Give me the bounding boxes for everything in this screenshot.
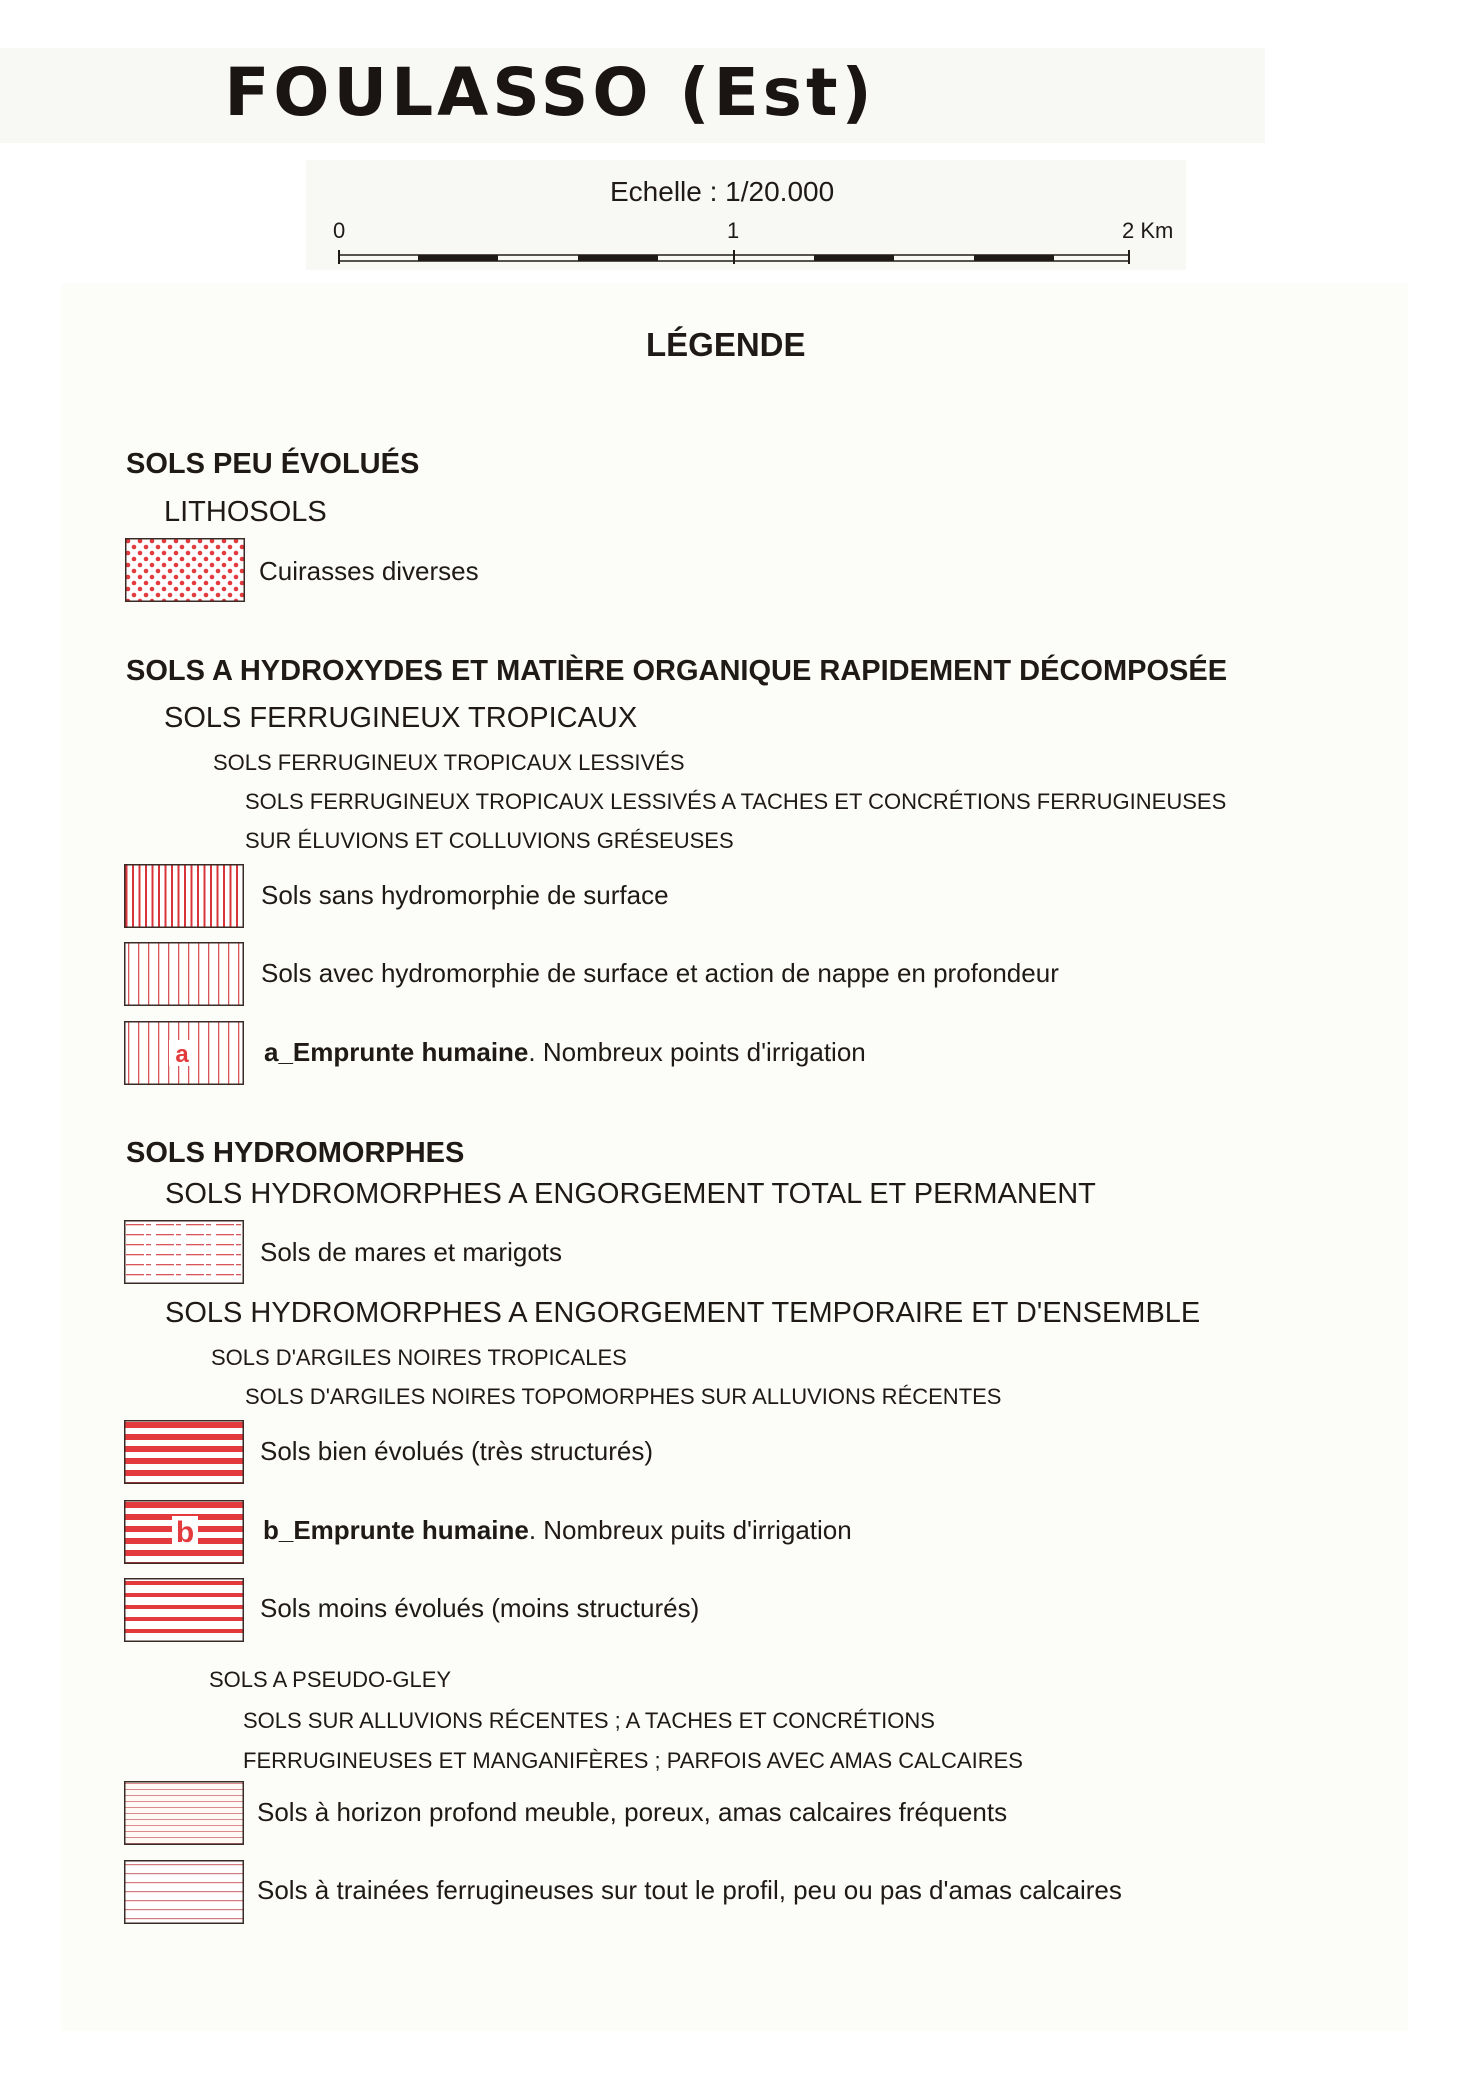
scale-bar	[338, 250, 1130, 264]
heading-taches-line2: SUR ÉLUVIONS ET COLLUVIONS GRÉSEUSES	[245, 828, 734, 853]
heading-ferrugineux: SOLS FERRUGINEUX TROPICAUX	[164, 702, 638, 734]
heading-engorgement-temporaire: SOLS HYDROMORPHES A ENGORGEMENT TEMPORAIRE ET D'ENSEMBLE	[165, 1297, 1201, 1329]
heading-argiles: SOLS D'ARGILES NOIRES TROPICALES	[211, 1345, 627, 1370]
swatch-cuirasses	[125, 538, 245, 602]
label-sans-hydromorphie: Sols sans hydromorphie de surface	[261, 880, 669, 910]
scale-tick-2: 2 Km	[1122, 218, 1174, 243]
heading-hydroxydes: SOLS A HYDROXYDES ET MATIÈRE ORGANIQUE RAPIDEMENT DÉCOMPOSÉE	[126, 655, 1228, 687]
label-mares: Sols de mares et marigots	[260, 1237, 563, 1267]
heading-sols-peu-evolues: SOLS PEU ÉVOLUÉS	[126, 448, 420, 480]
label-horizon-profond: Sols à horizon profond meuble, poreux, amas calcaires fréquents	[257, 1797, 1008, 1827]
swatch-bien-evolues	[124, 1420, 244, 1484]
label-emprunte-b-bold: b_Emprunte humaine	[263, 1515, 529, 1545]
heading-pseudo-gley: SOLS A PSEUDO-GLEY	[209, 1667, 452, 1692]
swatch-letter-a: a	[175, 1041, 189, 1068]
heading-alluvions-line1: SOLS SUR ALLUVIONS RÉCENTES ; A TACHES ET CONCRÉTIONS	[243, 1708, 935, 1733]
scale-tick-1: 1	[727, 218, 740, 243]
label-emprunte-b	[263, 1515, 852, 1546]
label-cuirasses: Cuirasses diverses	[259, 556, 479, 586]
swatch-emprunte-a	[124, 1021, 244, 1085]
label-moins-evolues: Sols moins évolués (moins structurés)	[260, 1593, 700, 1623]
label-emprunte-b-rest: . Nombreux puits d'irrigation	[528, 1515, 852, 1545]
heading-taches-line1: SOLS FERRUGINEUX TROPICAUX LESSIVÉS A TACHES ET CONCRÉTIONS FERRUGINEUSES	[245, 789, 1227, 814]
label-avec-hydromorphie: Sols avec hydromorphie de surface et action de nappe en profondeur	[261, 958, 1059, 988]
legend-title: LÉGENDE	[646, 326, 806, 363]
label-emprunte-a-bold: a_Emprunte humaine	[264, 1037, 529, 1067]
swatch-horizon-profond	[124, 1781, 244, 1845]
swatch-trainees	[124, 1860, 244, 1924]
heading-lessives: SOLS FERRUGINEUX TROPICAUX LESSIVÉS	[213, 750, 685, 775]
map-title: FOULASSO (Est)	[224, 54, 876, 131]
swatch-emprunte-b	[124, 1500, 244, 1564]
swatch-avec-hydromorphie	[124, 942, 244, 1006]
heading-engorgement-total: SOLS HYDROMORPHES A ENGORGEMENT TOTAL ET PERMANENT	[165, 1178, 1096, 1210]
scale-label: Echelle : 1/20.000	[610, 176, 835, 207]
heading-hydromorphes: SOLS HYDROMORPHES	[126, 1137, 465, 1169]
swatch-mares	[124, 1220, 244, 1284]
label-emprunte-a	[264, 1037, 866, 1068]
heading-topomorphes: SOLS D'ARGILES NOIRES TOPOMORPHES SUR ALLUVIONS RÉCENTES	[245, 1384, 1002, 1409]
label-bien-evolues: Sols bien évolués (très structurés)	[260, 1436, 654, 1466]
swatch-letter-b: b	[175, 1516, 195, 1549]
heading-alluvions-line2: FERRUGINEUSES ET MANGANIFÈRES ; PARFOIS AVEC AMAS CALCAIRES	[243, 1748, 1023, 1773]
label-trainees: Sols à trainées ferrugineuses sur tout le profil, peu ou pas d'amas calcaires	[257, 1875, 1122, 1905]
swatch-moins-evolues	[124, 1578, 244, 1642]
label-emprunte-a-rest: . Nombreux points d'irrigation	[528, 1037, 866, 1067]
heading-lithosols: LITHOSOLS	[164, 496, 327, 528]
swatch-sans-hydromorphie	[124, 864, 244, 928]
scale-tick-0: 0	[333, 218, 346, 243]
